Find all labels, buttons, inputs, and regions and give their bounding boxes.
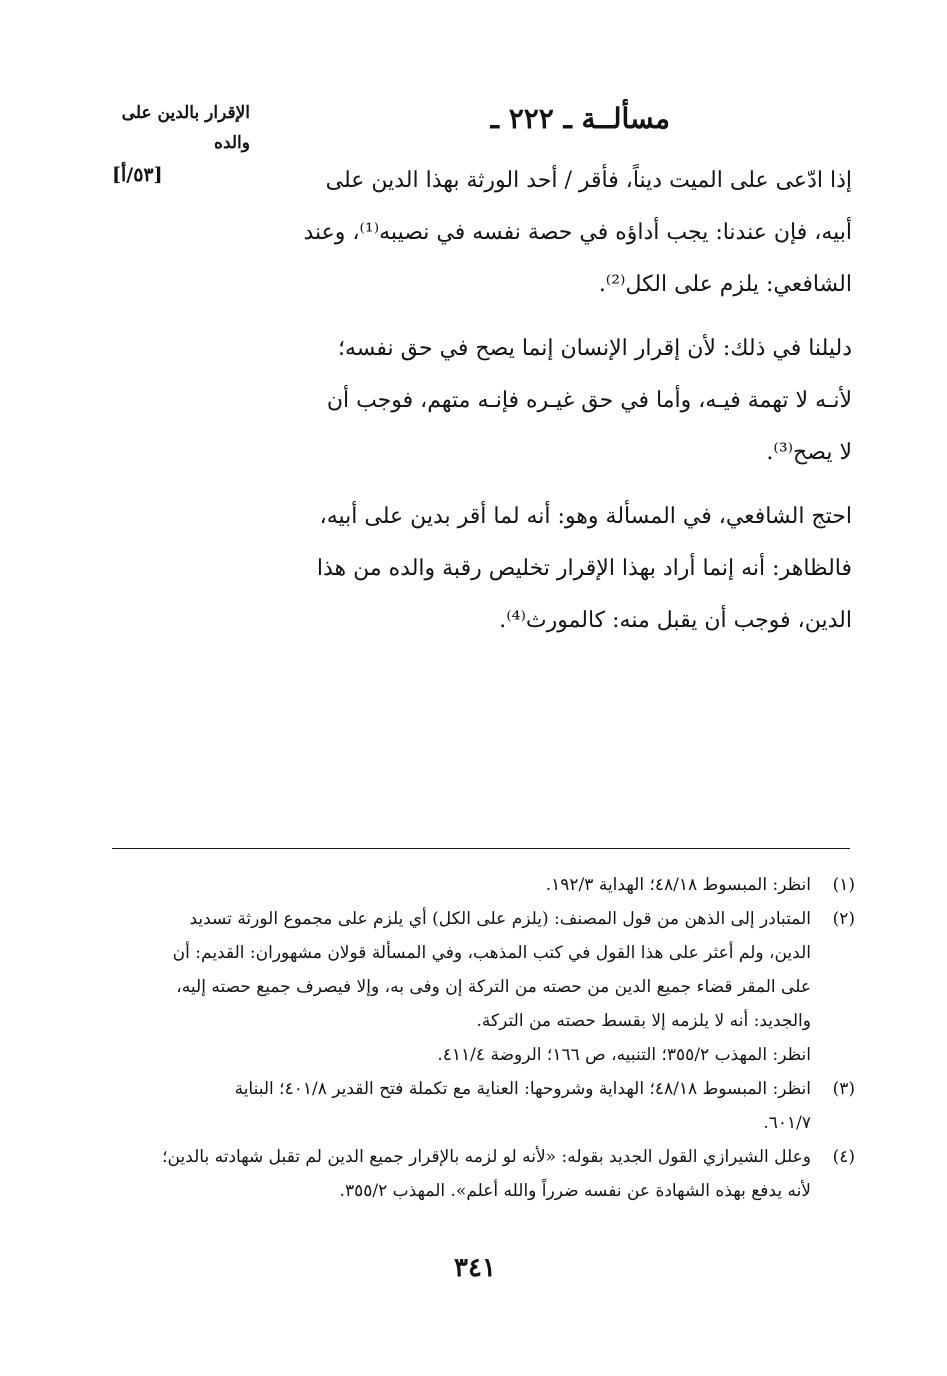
- footnotes: [105, 868, 855, 1208]
- footnote-line: ٦٠١/٧.: [763, 1113, 811, 1133]
- paragraph-line: دليلنا في ذلك: لأن إقرار الإنسان إنما يصح في حق نفسه؛: [337, 336, 852, 361]
- main-text: [262, 155, 852, 659]
- footnote-line: انظر: المبسوط ٤٨/١٨؛ الهداية وشروحها: العناية مع تكملة فتح القدير ٤٠١/٨؛ البناية: [234, 1079, 811, 1099]
- footnote-number: (١): [832, 875, 855, 895]
- footnote-1: [105, 868, 855, 902]
- footnote-2: [105, 902, 855, 1072]
- page-number: ٣٤١: [454, 1253, 496, 1283]
- folio-reference: [٥٣/أ]: [112, 164, 163, 186]
- paragraph-line: لأنـه لا تهمة فيـه، وأما في حق غيـره فإنـه متهم، فوجب أن: [326, 388, 852, 413]
- paragraph-1: [262, 155, 852, 311]
- paragraph-line: إذا ادّعى على الميت ديناً، فأقر / أحد الورثة بهذا الدين على: [325, 168, 852, 193]
- footnote-line: وعلل الشيرازي القول الجديد بقوله: «لأنه لو لزمه بالإقرار جميع الدين لم تقبل شهادته بالدين؛: [162, 1147, 811, 1167]
- paragraph-line: لا يصح⁽³⁾.: [766, 440, 852, 465]
- paragraph-3: [262, 491, 852, 647]
- paragraph-line: الدين، فوجب أن يقبل منه: كالمورث⁽⁴⁾.: [499, 608, 852, 633]
- footnote-number: (٤): [832, 1147, 855, 1167]
- paragraph-2: [262, 323, 852, 479]
- footnote-3: [105, 1072, 855, 1140]
- margin-note-line-1: الإقرار بالدين على: [121, 103, 250, 123]
- footnote-4: [105, 1140, 855, 1208]
- footnote-line: المتبادر إلى الذهن من قول المصنف: (يلزم على الكل) أي يلزم على مجموع الورثة تسديد: [189, 909, 811, 929]
- footnote-line: لأنه يدفع بهذه الشهادة عن نفسه ضرراً والله أعلم». المهذب ٣٥٥/٢.: [339, 1181, 811, 1201]
- footnote-line: الدين، ولم أعثر على هذا القول في كتب المذهب، وفي المسألة قولان مشهوران: القديم: أن: [172, 943, 811, 963]
- paragraph-line: الشافعي: يلزم على الكل⁽²⁾.: [598, 272, 852, 297]
- paragraph-line: فالظاهر: أنه إنما أراد بهذا الإقرار تخليص رقبة والده من هذا: [316, 556, 852, 581]
- margin-note-line-2: والده: [214, 133, 250, 153]
- footnote-line: انظر: المبسوط ٤٨/١٨؛ الهداية ١٩٢/٣.: [545, 875, 811, 895]
- footnote-number: (٣): [832, 1079, 855, 1099]
- footnote-line: على المقر قضاء جميع الدين من حصته من التركة إن وفى به، وإلا فيصرف جميع حصته إليه،: [176, 977, 811, 997]
- footnote-divider: [112, 848, 850, 849]
- footnote-line: والجديد: أنه لا يلزمه إلا بقسط حصته من التركة.: [476, 1011, 811, 1031]
- paragraph-line: أبيه، فإن عندنا: يجب أداؤه في حصة نفسه في نصيبه⁽¹⁾، وعند: [303, 220, 852, 245]
- paragraph-line: احتج الشافعي، في المسألة وهو: أنه لما أقر بدين على أبيه،: [319, 504, 852, 529]
- footnote-number: (٢): [832, 909, 855, 929]
- margin-note: [100, 98, 250, 158]
- section-heading: مسألــة ـ ٢٢٢ ـ: [490, 102, 670, 135]
- footnote-line: انظر: المهذب ٣٥٥/٢؛ التنبيه، ص ١٦٦؛ الروضة ٤١١/٤.: [437, 1045, 811, 1065]
